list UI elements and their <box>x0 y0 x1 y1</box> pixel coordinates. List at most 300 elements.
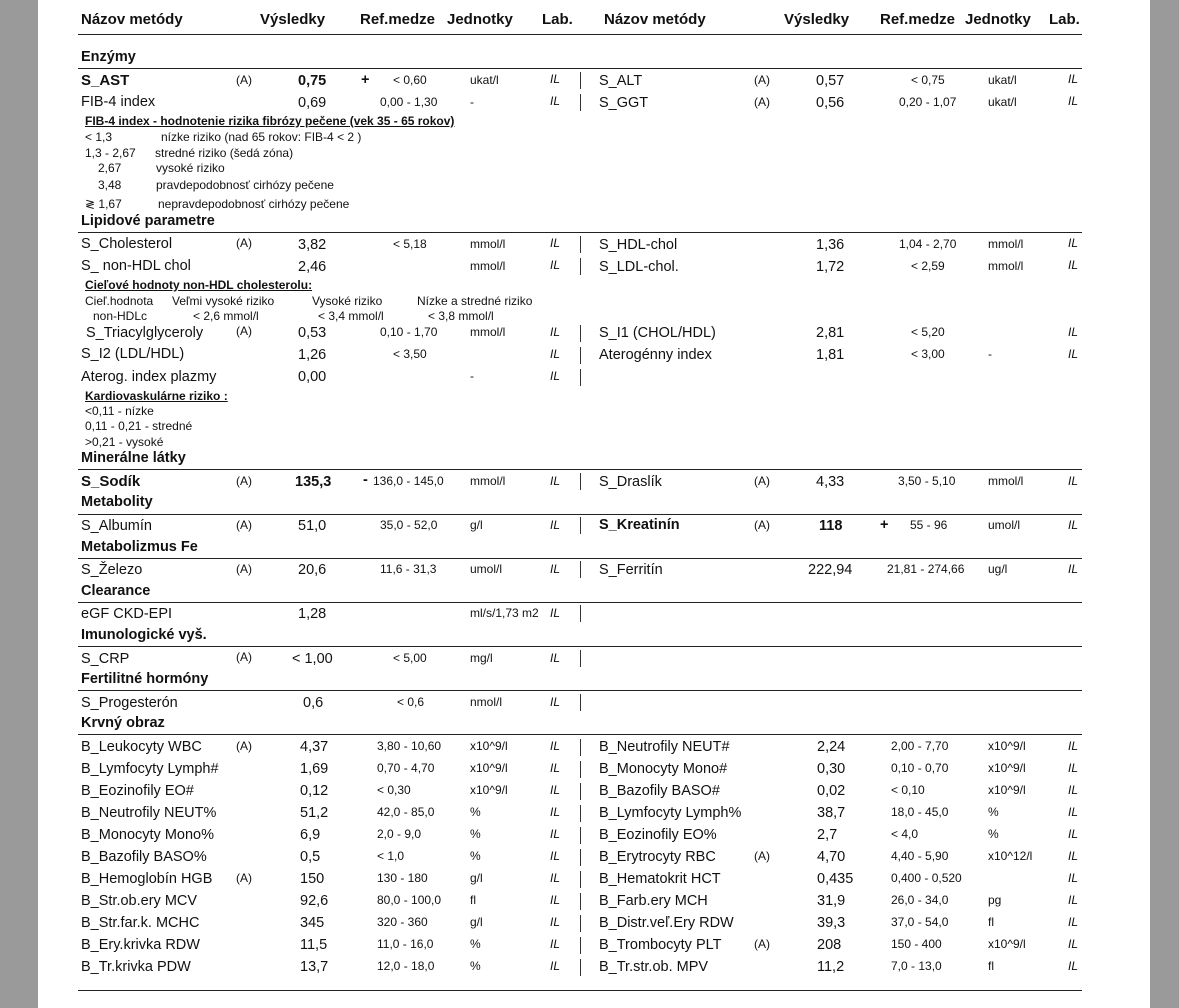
unit: x10^9/l <box>470 761 508 775</box>
reference-range: < 1,0 <box>377 849 405 863</box>
unit: mmol/l <box>470 474 506 488</box>
unit: fl <box>988 959 994 973</box>
lab-code: IL <box>550 325 561 339</box>
lab-code: IL <box>1068 347 1079 361</box>
reference-range: 11,6 - 31,3 <box>380 562 437 576</box>
accreditation-mark: (A) <box>236 871 252 885</box>
lab-code: IL <box>1068 937 1079 951</box>
result-value: 1,81 <box>816 347 845 363</box>
column-divider <box>580 94 581 111</box>
lab-code: IL <box>550 518 561 532</box>
column-divider <box>580 849 581 866</box>
result-value: 4,33 <box>816 474 845 490</box>
unit: % <box>470 959 481 973</box>
section-iron: Metabolizmus Fe <box>81 539 198 555</box>
header-rule <box>78 34 1082 35</box>
column-divider <box>580 805 581 822</box>
result-value: 222,94 <box>808 562 853 578</box>
lab-code: IL <box>550 827 561 841</box>
reference-range: < 3,00 <box>911 347 945 361</box>
header-method-right: Názov metódy <box>604 11 706 28</box>
report-page <box>38 0 1150 1008</box>
test-name: B_Erytrocyty RBC <box>599 849 716 865</box>
note-line: <0,11 - nízke <box>85 404 154 418</box>
reference-range: 150 - 400 <box>891 937 942 951</box>
result-value: 3,82 <box>298 237 327 253</box>
lab-code: IL <box>1068 761 1079 775</box>
unit: - <box>470 369 474 383</box>
test-name: eGF CKD-EPI <box>81 606 173 622</box>
lab-code: IL <box>550 236 561 250</box>
column-divider <box>580 325 581 342</box>
reference-range: 320 - 360 <box>377 915 428 929</box>
test-name: B_Bazofily BASO% <box>81 849 207 865</box>
note-line: vysoké riziko <box>156 161 225 175</box>
test-name: S_Cholesterol <box>81 236 173 252</box>
result-value: 20,6 <box>298 562 327 578</box>
test-name: Aterog. index plazmy <box>81 369 217 385</box>
result-value: 0,5 <box>300 849 321 865</box>
result-value: 1,36 <box>816 237 845 253</box>
reference-range: < 4,0 <box>891 827 919 841</box>
test-name: S_AST <box>81 72 130 89</box>
reference-range: 37,0 - 54,0 <box>891 915 949 929</box>
reference-range: 35,0 - 52,0 <box>380 518 438 532</box>
result-value: 135,3 <box>295 474 332 490</box>
result-value: 0,435 <box>817 871 854 887</box>
section-rule <box>78 690 1082 691</box>
lab-code: IL <box>550 72 561 86</box>
reference-range: 3,80 - 10,60 <box>377 739 442 753</box>
reference-range: 42,0 - 85,0 <box>377 805 435 819</box>
reference-range: < 0,60 <box>393 73 427 87</box>
reference-range: < 5,20 <box>911 325 945 339</box>
result-value: 1,72 <box>816 259 845 275</box>
unit: x10^12/l <box>988 849 1033 863</box>
lab-code: IL <box>550 347 561 361</box>
lab-code: IL <box>1068 325 1079 339</box>
lab-code: IL <box>550 761 561 775</box>
accreditation-mark: (A) <box>754 849 770 863</box>
accreditation-mark: (A) <box>754 474 770 488</box>
result-value: 11,2 <box>817 959 845 975</box>
test-name: B_Ery.krivka RDW <box>81 937 200 953</box>
result-value: 92,6 <box>300 893 329 909</box>
accreditation-mark: (A) <box>754 95 770 109</box>
column-divider <box>580 473 581 490</box>
lab-code: IL <box>1068 258 1079 272</box>
unit: x10^9/l <box>988 783 1026 797</box>
reference-range: 55 - 96 <box>910 518 948 532</box>
test-name: S_ALT <box>599 73 643 89</box>
note-title: Cieľové hodnoty non-HDL cholesterolu: <box>85 278 313 292</box>
unit: x10^9/l <box>988 739 1026 753</box>
note-line: < 2,6 mmol/l <box>193 309 259 323</box>
test-name: B_Lymfocyty Lymph# <box>81 761 219 777</box>
unit: - <box>988 347 992 361</box>
lab-code: IL <box>550 258 561 272</box>
reference-range: 0,10 - 1,70 <box>380 325 438 339</box>
result-value: 39,3 <box>817 915 846 931</box>
result-value: 0,57 <box>816 73 845 89</box>
result-value: 345 <box>300 915 325 931</box>
test-name: S_HDL-chol <box>599 237 678 253</box>
reference-range: 18,0 - 45,0 <box>891 805 949 819</box>
lab-code: IL <box>550 937 561 951</box>
test-name: FIB-4 index <box>81 94 156 110</box>
abnormal-flag: - <box>363 472 368 488</box>
column-divider <box>580 893 581 910</box>
result-value: 2,24 <box>817 739 846 755</box>
bottom-rule <box>78 990 1082 991</box>
header-ref-right: Ref.medze <box>880 11 956 28</box>
note-line: non-HDLc <box>93 309 148 323</box>
lab-code: IL <box>1068 94 1079 108</box>
reference-range: < 0,75 <box>911 73 945 87</box>
accreditation-mark: (A) <box>236 73 252 87</box>
unit: ukat/l <box>470 73 499 87</box>
result-value: 0,12 <box>300 783 329 799</box>
unit: ukat/l <box>988 73 1017 87</box>
header-results-right: Výsledky <box>784 11 850 28</box>
section-rule <box>78 646 1082 647</box>
lab-code: IL <box>550 562 561 576</box>
accreditation-mark: (A) <box>754 73 770 87</box>
reference-range: 0,10 - 0,70 <box>891 761 949 775</box>
lab-code: IL <box>1068 871 1079 885</box>
column-divider <box>580 561 581 578</box>
lab-code: IL <box>550 651 561 665</box>
test-name: B_Str.far.k. MCHC <box>81 915 200 931</box>
result-value: 0,75 <box>298 73 327 89</box>
reference-range: < 5,18 <box>393 237 427 251</box>
unit: % <box>988 827 999 841</box>
lab-code: IL <box>1068 915 1079 929</box>
result-value: 6,9 <box>300 827 321 843</box>
test-name: B_Leukocyty WBC <box>81 739 202 755</box>
note-line: Vysoké riziko <box>312 294 383 308</box>
lab-code: IL <box>550 783 561 797</box>
unit: ukat/l <box>988 95 1017 109</box>
section-rule <box>78 602 1082 603</box>
column-divider <box>580 369 581 386</box>
test-name: B_Neutrofily NEUT# <box>599 739 730 755</box>
lab-code: IL <box>550 369 561 383</box>
header-units-right: Jednotky <box>965 11 1031 28</box>
header-units-left: Jednotky <box>447 11 513 28</box>
header-method-left: Názov metódy <box>81 11 183 28</box>
note-line: < 1,3 <box>85 130 113 144</box>
header-lab-right: Lab. <box>1049 11 1080 28</box>
lab-code: IL <box>1068 805 1079 819</box>
note-line: nízke riziko (nad 65 rokov: FIB-4 < 2 ) <box>161 130 362 144</box>
unit: - <box>470 95 474 109</box>
lab-code: IL <box>550 849 561 863</box>
test-name: B_Tr.str.ob. MPV <box>599 959 709 975</box>
test-name: B_Bazofily BASO# <box>599 783 720 799</box>
header-lab-left: Lab. <box>542 11 573 28</box>
test-name: S_Triacylglyceroly <box>86 325 204 341</box>
unit: umol/l <box>470 562 503 576</box>
unit: x10^9/l <box>470 739 508 753</box>
test-name: B_Farb.ery MCH <box>599 893 708 909</box>
note-title: Kardiovaskulárne riziko : <box>85 389 228 403</box>
result-value: 1,26 <box>298 347 327 363</box>
accreditation-mark: (A) <box>754 937 770 951</box>
unit: % <box>470 827 481 841</box>
result-value: 150 <box>300 871 325 887</box>
accreditation-mark: (A) <box>236 562 252 576</box>
note-line: Nízke a stredné riziko <box>417 294 533 308</box>
result-value: 0,6 <box>303 695 324 711</box>
reference-range: < 0,30 <box>377 783 411 797</box>
result-value: 0,56 <box>816 95 845 111</box>
reference-range: 80,0 - 100,0 <box>377 893 442 907</box>
note-line: Cieľ.hodnota <box>85 294 154 308</box>
test-name: B_Eozinofily EO# <box>81 783 194 799</box>
reference-range: 130 - 180 <box>377 871 428 885</box>
unit: g/l <box>470 518 483 532</box>
lab-code: IL <box>1068 827 1079 841</box>
test-name: S_Albumín <box>81 518 152 534</box>
section-immuno: Imunologické vyš. <box>81 627 207 643</box>
unit: x10^9/l <box>470 783 508 797</box>
section-clearance: Clearance <box>81 583 151 599</box>
accreditation-mark: (A) <box>236 324 252 338</box>
lab-code: IL <box>1068 849 1079 863</box>
test-name: B_Trombocyty PLT <box>599 937 722 953</box>
lab-code: IL <box>1068 893 1079 907</box>
lab-code: IL <box>550 871 561 885</box>
test-name: S_Železo <box>81 562 143 578</box>
note-line: 3,48 <box>98 178 122 192</box>
note-line: >0,21 - vysoké <box>85 435 164 449</box>
column-divider <box>580 694 581 711</box>
test-name: B_Monocyty Mono# <box>599 761 728 777</box>
test-name: B_Eozinofily EO% <box>599 827 717 843</box>
test-name: B_Monocyty Mono% <box>81 827 214 843</box>
note-line: ≷ 1,67 <box>85 197 122 211</box>
section-rule <box>78 469 1082 470</box>
accreditation-mark: (A) <box>236 518 252 532</box>
reference-range: 2,0 - 9,0 <box>377 827 422 841</box>
unit: mg/l <box>470 651 493 665</box>
column-divider <box>580 761 581 778</box>
result-value: 4,37 <box>300 739 329 755</box>
test-name: Aterogénny index <box>599 347 712 363</box>
lab-code: IL <box>550 915 561 929</box>
unit: ml/s/1,73 m2 <box>470 606 539 620</box>
lab-code: IL <box>1068 959 1079 973</box>
result-value: 0,30 <box>817 761 846 777</box>
unit: mmol/l <box>988 237 1024 251</box>
test-name: B_Tr.krivka PDW <box>81 959 191 975</box>
test-name: B_Hematokrit HCT <box>599 871 721 887</box>
column-divider <box>580 739 581 756</box>
unit: mmol/l <box>988 474 1024 488</box>
lab-code: IL <box>550 739 561 753</box>
accreditation-mark: (A) <box>236 236 252 250</box>
section-lipids: Lipidové parametre <box>81 213 215 229</box>
result-value: 38,7 <box>817 805 846 821</box>
column-divider <box>580 783 581 800</box>
lab-code: IL <box>1068 739 1079 753</box>
column-divider <box>580 650 581 667</box>
lab-code: IL <box>550 94 561 108</box>
test-name: B_Lymfocyty Lymph% <box>599 805 742 821</box>
section-enzymes: Enzýmy <box>81 49 136 65</box>
unit: nmol/l <box>470 695 503 709</box>
reference-range: 4,40 - 5,90 <box>891 849 949 863</box>
result-value: 4,70 <box>817 849 846 865</box>
header-ref-left: Ref.medze <box>360 11 436 28</box>
reference-range: 12,0 - 18,0 <box>377 959 435 973</box>
reference-range: 0,400 - 0,520 <box>891 871 962 885</box>
column-divider <box>580 605 581 622</box>
result-value: 31,9 <box>817 893 846 909</box>
test-name: S_I1 (CHOL/HDL) <box>599 325 716 341</box>
unit: x10^9/l <box>988 761 1026 775</box>
lab-code: IL <box>550 606 561 620</box>
column-divider <box>580 517 581 534</box>
section-rule <box>78 68 1082 69</box>
note-line: pravdepodobnosť cirhózy pečene <box>156 178 334 192</box>
test-name: S_I2 (LDL/HDL) <box>81 346 185 362</box>
lab-code: IL <box>1068 783 1079 797</box>
column-divider <box>580 937 581 954</box>
test-name: S_ non-HDL chol <box>81 258 191 274</box>
lab-code: IL <box>1068 72 1079 86</box>
test-name: B_Hemoglobín HGB <box>81 871 213 887</box>
unit: fl <box>988 915 994 929</box>
note-line: 0,11 - 0,21 - stredné <box>85 419 193 433</box>
unit: mmol/l <box>470 237 506 251</box>
column-divider <box>580 827 581 844</box>
reference-range: 0,20 - 1,07 <box>899 95 957 109</box>
lab-code: IL <box>1068 518 1079 532</box>
unit: mmol/l <box>470 325 506 339</box>
unit: ug/l <box>988 562 1008 576</box>
test-name: S_Ferritín <box>599 562 663 578</box>
result-value: 11,5 <box>300 937 328 953</box>
abnormal-flag: + <box>880 517 889 533</box>
note-line: 1,3 - 2,67 <box>85 146 136 160</box>
test-name: B_Str.ob.ery MCV <box>81 893 198 909</box>
section-rule <box>78 558 1082 559</box>
reference-range: 2,00 - 7,70 <box>891 739 949 753</box>
unit: g/l <box>470 915 483 929</box>
lab-code: IL <box>1068 562 1079 576</box>
result-value: 0,69 <box>298 95 327 111</box>
reference-range: < 0,10 <box>891 783 925 797</box>
result-value: 0,53 <box>298 325 327 341</box>
test-name: S_Draslík <box>599 474 662 490</box>
unit: % <box>988 805 999 819</box>
lab-code: IL <box>1068 474 1079 488</box>
unit: pg <box>988 893 1002 907</box>
reference-range: 3,50 - 5,10 <box>898 474 956 488</box>
reference-range: < 0,6 <box>397 695 425 709</box>
reference-range: 26,0 - 34,0 <box>891 893 949 907</box>
section-rule <box>78 232 1082 233</box>
column-divider <box>580 258 581 275</box>
unit: % <box>470 937 481 951</box>
unit: fl <box>470 893 476 907</box>
test-name: S_Progesterón <box>81 695 178 711</box>
reference-range: 0,00 - 1,30 <box>380 95 438 109</box>
reference-range: 11,0 - 16,0 <box>377 937 434 951</box>
test-name: S_CRP <box>81 651 130 667</box>
result-value: 1,28 <box>298 606 327 622</box>
result-value: 1,69 <box>300 761 329 777</box>
section-fertility: Fertilitné hormóny <box>81 671 209 687</box>
reference-range: < 5,00 <box>393 651 427 665</box>
result-value: 13,7 <box>300 959 329 975</box>
result-value: < 1,00 <box>292 651 333 667</box>
reference-range: 21,81 - 274,66 <box>887 562 965 576</box>
section-minerals: Minerálne látky <box>81 450 186 466</box>
note-line: 2,67 <box>98 161 122 175</box>
note-line: < 3,8 mmol/l <box>428 309 494 323</box>
accreditation-mark: (A) <box>236 739 252 753</box>
test-name: S_LDL-chol. <box>599 259 679 275</box>
result-value: 51,0 <box>298 518 327 534</box>
test-name: B_Neutrofily NEUT% <box>81 805 217 821</box>
result-value: 208 <box>817 937 842 953</box>
header-results-left: Výsledky <box>260 11 326 28</box>
lab-code: IL <box>550 474 561 488</box>
reference-range: < 3,50 <box>393 347 427 361</box>
unit: % <box>470 849 481 863</box>
reference-range: 0,70 - 4,70 <box>377 761 435 775</box>
unit: mmol/l <box>470 259 506 273</box>
unit: g/l <box>470 871 483 885</box>
reference-range: < 2,59 <box>911 259 945 273</box>
unit: % <box>470 805 481 819</box>
section-metabolites: Metabolity <box>81 494 153 510</box>
result-value: 0,02 <box>817 783 846 799</box>
test-name: S_GGT <box>599 95 649 111</box>
result-value: 2,46 <box>298 259 327 275</box>
unit: x10^9/l <box>988 937 1026 951</box>
result-value: 0,00 <box>298 369 327 385</box>
result-value: 2,7 <box>817 827 838 843</box>
test-name: B_Distr.veľ.Ery RDW <box>599 915 734 931</box>
lab-code: IL <box>550 805 561 819</box>
unit: umol/l <box>988 518 1021 532</box>
lab-code: IL <box>1068 236 1079 250</box>
note-line: nepravdepodobnosť cirhózy pečene <box>158 197 350 211</box>
section-blood: Krvný obraz <box>81 715 165 731</box>
note-line: stredné riziko (šedá zóna) <box>155 146 294 160</box>
result-value: 118 <box>819 518 843 534</box>
column-divider <box>580 959 581 976</box>
column-divider <box>580 236 581 253</box>
column-divider <box>580 347 581 364</box>
column-divider <box>580 915 581 932</box>
result-value: 2,81 <box>816 325 845 341</box>
section-rule <box>78 514 1082 515</box>
unit: mmol/l <box>988 259 1024 273</box>
reference-range: 136,0 - 145,0 <box>373 474 444 488</box>
accreditation-mark: (A) <box>754 518 770 532</box>
lab-code: IL <box>550 893 561 907</box>
note-line: Veľmi vysoké riziko <box>172 294 275 308</box>
accreditation-mark: (A) <box>236 650 252 664</box>
test-name: S_Kreatinín <box>599 517 680 533</box>
accreditation-mark: (A) <box>236 474 252 488</box>
note-title: FIB-4 index - hodnotenie rizika fibrózy pečene (vek 35 - 65 rokov) <box>85 114 455 128</box>
